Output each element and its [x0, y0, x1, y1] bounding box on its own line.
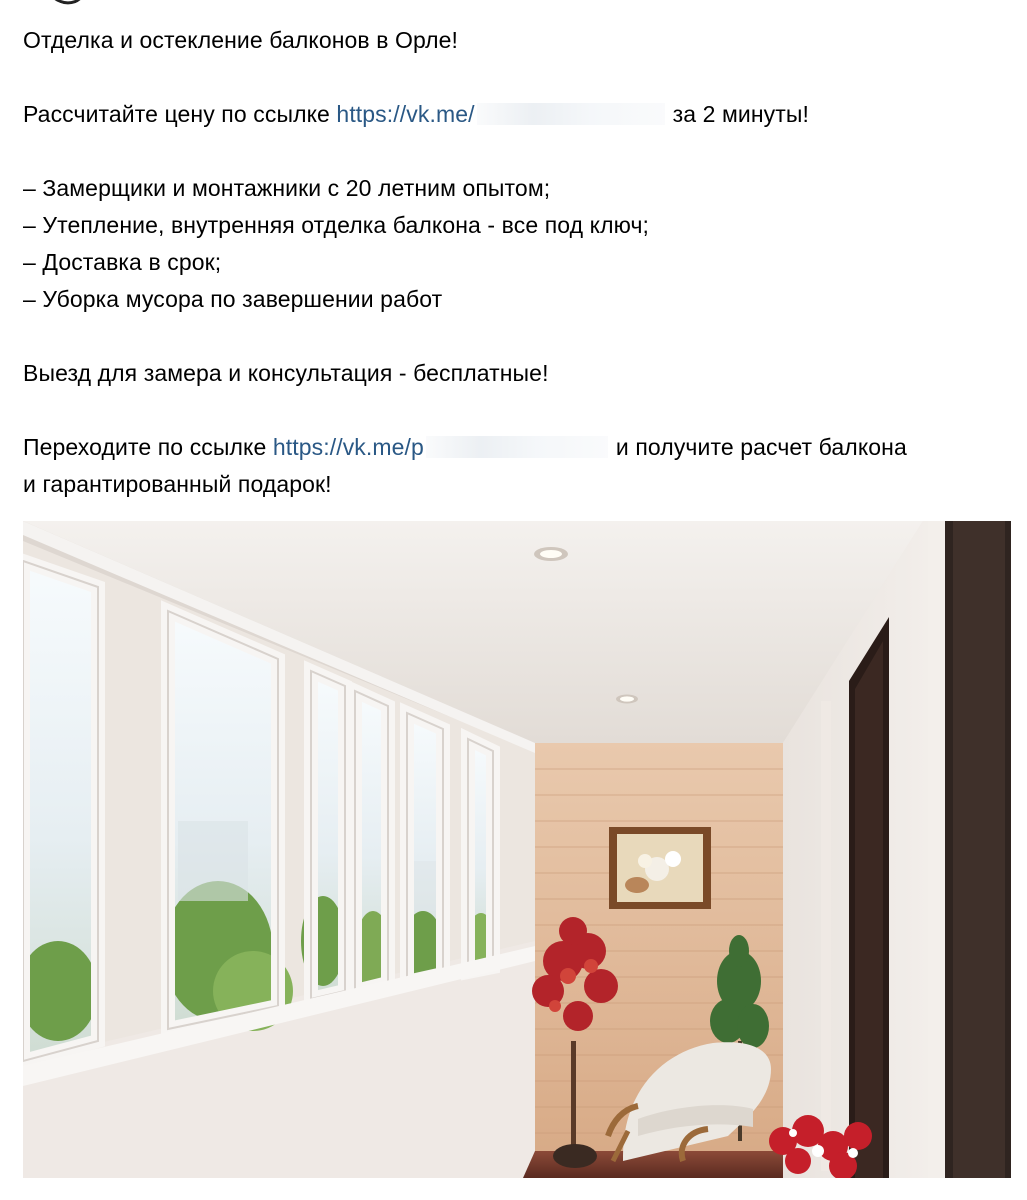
price-line [23, 96, 1013, 133]
feature-item: – Замерщики и монтажники с 20 летним опытом; [23, 175, 551, 201]
post-title: Отделка и остекление балконов в Орле! [23, 27, 459, 53]
redacted-link-part [426, 436, 608, 458]
cta-line [23, 429, 1013, 466]
cta-before: Переходите по ссылке [23, 434, 267, 460]
cta-link[interactable]: https://vk.me/p [272, 434, 424, 460]
avatar[interactable] [41, 0, 90, 10]
feature-item: – Утепление, внутренняя отделка балкона - все под ключ; [23, 212, 650, 238]
cta-line-2: и гарантированный подарок! [23, 471, 332, 497]
free-visit-text: Выезд для замера и консультация - бесплатные! [23, 360, 549, 386]
price-line-before: Рассчитайте цену по ссылке [23, 101, 330, 127]
post-text [23, 22, 1013, 503]
feature-item: – Уборка мусора по завершении работ [23, 286, 443, 312]
price-link[interactable]: https://vk.me/ [336, 101, 475, 127]
cta-after: и получите расчет балкона [615, 434, 907, 460]
balcony-photo[interactable] [23, 521, 1011, 1178]
redacted-link-part [477, 103, 665, 125]
price-line-after: за 2 минуты! [672, 101, 810, 127]
feature-item: – Доставка в срок; [23, 249, 222, 275]
